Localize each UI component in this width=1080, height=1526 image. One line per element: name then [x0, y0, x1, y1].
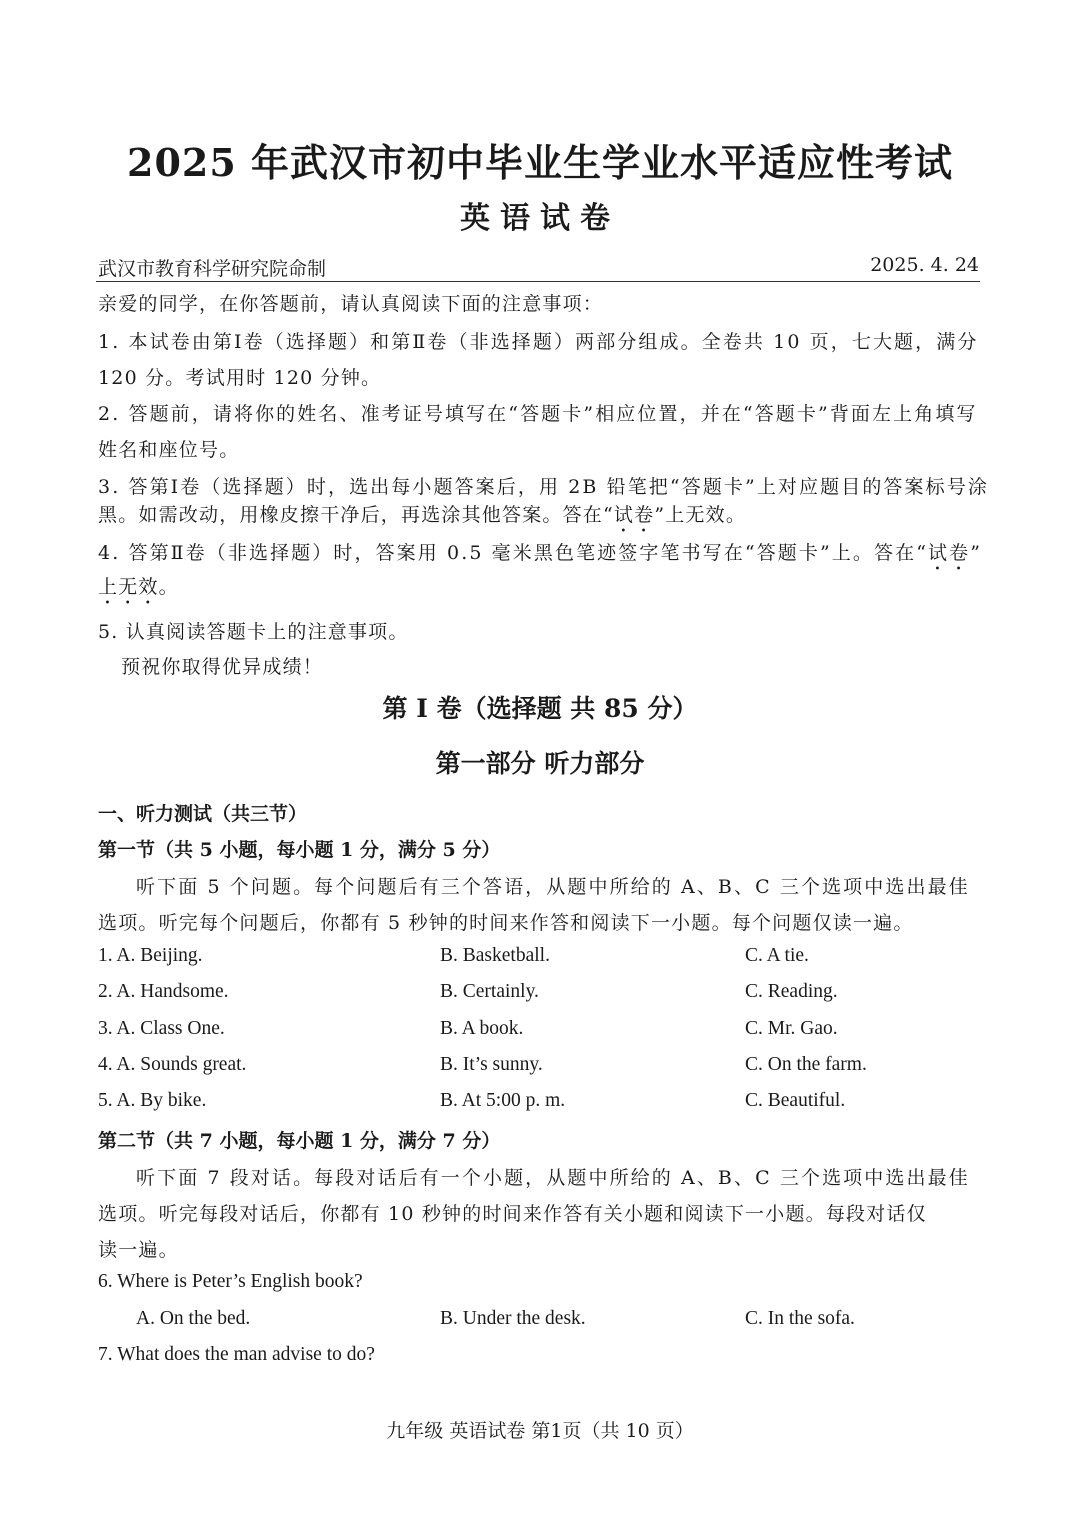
- question-1-option-b: B. Basketball.: [440, 945, 550, 966]
- emphasis-dots: 试卷: [613, 504, 655, 526]
- question-1-option-a: 1. A. Beijing.: [98, 945, 203, 966]
- emphasis-dots: 试卷: [928, 542, 971, 564]
- question-4-option-b: B. It’s sunny.: [440, 1054, 543, 1075]
- section-1-instructions-line-2: 选项。听完每个问题后，你都有 5 秒钟的时间来作答和阅读下一小题。每个问题仅读一遍。: [98, 912, 914, 934]
- question-6-option-a: A. On the bed.: [136, 1308, 251, 1329]
- question-6-option-b: B. Under the desk.: [440, 1308, 586, 1329]
- question-5-option-a: 5. A. By bike.: [98, 1090, 207, 1111]
- question-1-option-c: C. A tie.: [745, 945, 809, 966]
- notice-item-4-line-2: 上无效。: [98, 576, 179, 598]
- question-2-option-a: 2. A. Handsome.: [98, 981, 229, 1002]
- question-2-option-b: B. Certainly.: [440, 981, 539, 1002]
- notice-item-1-line-1: 1. 本试卷由第Ⅰ卷（选择题）和第Ⅱ卷（非选择题）两部分组成。全卷共 10 页，七大题，满分: [98, 331, 979, 353]
- header-divider: [96, 281, 980, 282]
- exam-title: 2025 年武汉市初中毕业生学业水平适应性考试: [127, 140, 953, 185]
- publisher: 武汉市教育科学研究院命制: [98, 258, 327, 280]
- section-2-instructions-line-1: 听下面 7 段对话。每段对话后有一个小题，从题中所给的 A、B、C 三个选项中选出最佳: [136, 1167, 970, 1189]
- section-2-heading: 第二节（共 7 小题，每小题 1 分，满分 7 分）: [98, 1130, 501, 1152]
- notice-item-5: 5. 认真阅读答题卡上的注意事项。: [98, 621, 409, 643]
- question-5-option-b: B. At 5:00 p. m.: [440, 1090, 566, 1111]
- listening-heading: 一、听力测试（共三节）: [98, 803, 308, 825]
- notice-item-2-line-2: 姓名和座位号。: [98, 439, 240, 461]
- emphasis-dots: 上无效: [98, 576, 159, 598]
- section-1-instructions-line-1: 听下面 5 个问题。每个问题后有三个答语，从题中所给的 A、B、C 三个选项中选出最佳: [136, 876, 970, 898]
- good-luck-wish: 预祝你取得优异成绩！: [121, 656, 324, 678]
- part-title: 第一部分 听力部分: [435, 749, 645, 778]
- question-3-option-a: 3. A. Class One.: [98, 1018, 225, 1039]
- section-2-instructions-line-3: 读一遍。: [98, 1239, 179, 1261]
- notice-intro: 亲爱的同学，在你答题前，请认真阅读下面的注意事项：: [98, 293, 604, 315]
- page-footer: 九年级 英语试卷 第1页（共 10 页）: [386, 1420, 694, 1442]
- notice-item-3-line-2: 黑。如需改动，用橡皮擦干净后，再选涂其他答案。答在“试卷”上无效。: [98, 504, 747, 526]
- question-6-option-c: C. In the sofa.: [745, 1308, 855, 1329]
- notice-item-3-line-1: 3. 答第Ⅰ卷（选择题）时，选出每小题答案后，用 2B 铅笔把“答题卡”上对应题目的答案标号涂: [98, 476, 989, 498]
- notice-item-4-line-1: 4. 答第Ⅱ卷（非选择题）时，答案用 0.5 毫米黑色笔迹签字笔书写在“答题卡”上。答在“试卷”: [98, 542, 983, 564]
- notice-item-1-line-2: 120 分。考试用时 120 分钟。: [98, 367, 382, 389]
- notice-item-2-line-1: 2. 答题前，请将你的姓名、准考证号填写在“答题卡”相应位置，并在“答题卡”背面左上角填写: [98, 403, 978, 425]
- question-6-stem: 6. Where is Peter’s English book?: [98, 1271, 363, 1292]
- exam-subtitle: 英语试卷: [460, 201, 620, 236]
- question-5-option-c: C. Beautiful.: [745, 1090, 846, 1111]
- question-4-option-c: C. On the farm.: [745, 1054, 867, 1075]
- question-2-option-c: C. Reading.: [745, 981, 838, 1002]
- section-1-heading: 第一节（共 5 小题，每小题 1 分，满分 5 分）: [98, 839, 501, 861]
- question-3-option-b: B. A book.: [440, 1018, 524, 1039]
- section-2-instructions-line-2: 选项。听完每段对话后，你都有 10 秒钟的时间来作答有关小题和阅读下一小题。每段对话仅: [98, 1203, 927, 1225]
- question-4-option-a: 4. A. Sounds great.: [98, 1054, 247, 1075]
- question-7-stem: 7. What does the man advise to do?: [98, 1344, 375, 1365]
- volume-title: 第 I 卷（选择题 共 85 分）: [382, 694, 698, 723]
- exam-date: 2025. 4. 24: [870, 254, 979, 276]
- question-3-option-c: C. Mr. Gao.: [745, 1018, 838, 1039]
